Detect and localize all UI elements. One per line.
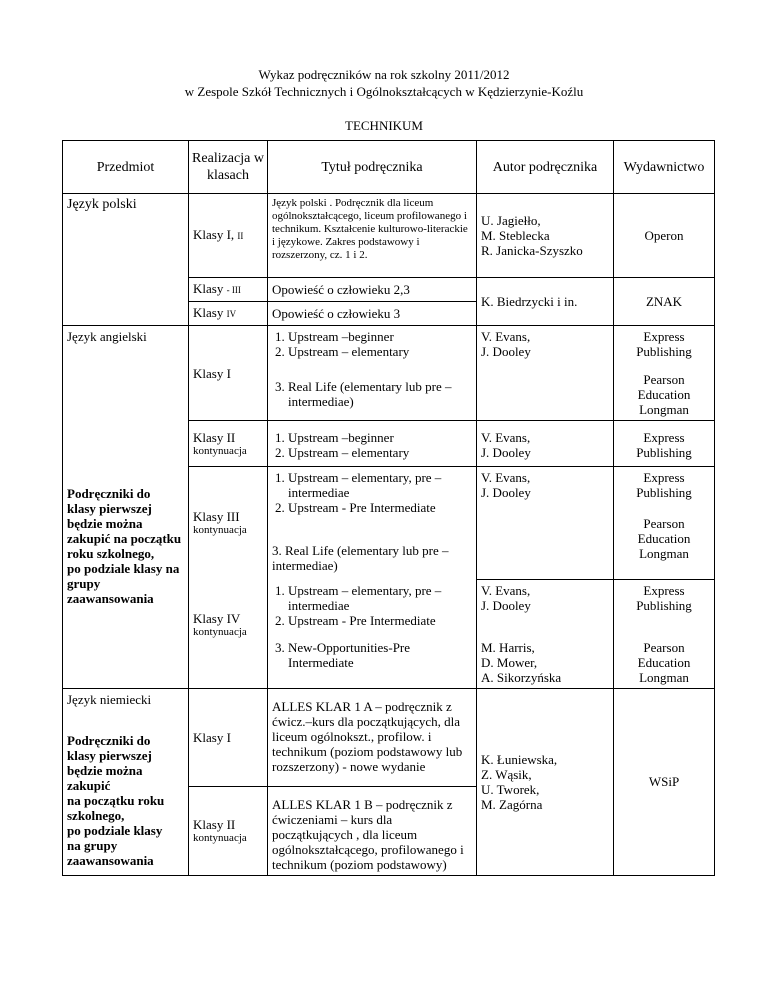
title-cell: Opowieść o człowieku 3 [268, 302, 477, 326]
publisher-cell: Pearson Education Longman [614, 631, 715, 689]
table-header-row [63, 141, 715, 194]
classes-cell: Klasy III kontynuacja [189, 467, 268, 580]
author-cell: V. Evans, J. Dooley [477, 421, 614, 467]
author-cell: K. Biedrzycki i in. [477, 278, 614, 326]
title-cell: ALLES KLAR 1 B – podręcznik z ćwiczeniami – kurs dla początkujących , dla liceum ogólnokształcącego, profilowanego i technikum (poziom podstawowy) [268, 786, 477, 875]
title-cell: Opowieść o człowieku 2,3 [268, 278, 477, 302]
col-header-title: Tytuł podręcznika [268, 141, 477, 194]
col-header-author: Autor podręcznika [477, 141, 614, 194]
publisher-cell: Express Publishing [614, 421, 715, 467]
publisher-cell: ZNAK [614, 278, 715, 326]
classes-cell: Klasy I [189, 688, 268, 786]
publisher-cell: Express Publishing Pearson Education Longman [614, 467, 715, 580]
publisher-cell: WSiP [614, 688, 715, 875]
author-cell: K. Łuniewska, Z. Wąsik, U. Tworek, M. Zagórna [477, 688, 614, 875]
classes-cell: Klasy IV [189, 302, 268, 326]
niemiecki-note: Podręczniki do klasy pierwszej będzie można zakupić na początku roku szkolnego, po podziale klasy na grupy zaawansowania [67, 732, 165, 868]
title-cell: 1. Upstream –beginner 2. Upstream – elementary 3. Real Life (elementary lub pre – intermediae) [268, 326, 477, 421]
title-cell: 3. New-Opportunities-Pre Intermediate [268, 631, 477, 689]
document-title-line1: Wykaz podręczników na rok szkolny 2011/2012 [258, 67, 510, 82]
title-cell: Język polski . Podręcznik dla liceum ogólnokształcącego, liceum profilowanego i technikum. Kształcenie kulturowo-literackie i językowe. Zakres podstawowy i rozszerzony, cz. 1 i 2. [268, 194, 477, 278]
table-row [63, 194, 715, 278]
col-header-classes: Realizacja w klasach [189, 141, 268, 194]
classes-cell: Klasy I, II [189, 194, 268, 278]
author-cell: V. Evans, J. Dooley [477, 580, 614, 631]
subject-polski: Język polski [63, 194, 189, 326]
publisher-cell: Operon [614, 194, 715, 278]
author-cell: M. Harris, D. Mower, A. Sikorzyńska [477, 631, 614, 689]
publisher-cell: Express Publishing [614, 580, 715, 631]
classes-cell: Klasy II kontynuacja [189, 786, 268, 875]
table-row [63, 688, 715, 786]
classes-cell: Klasy II kontynuacja [189, 421, 268, 467]
title-cell: ALLES KLAR 1 A – podręcznik z ćwicz.–kurs dla początkujących, dla liceum ogólnokszt., profilow. i technikum (poziom podstawowy lub rozszerzony) - nowe wydanie [268, 688, 477, 786]
table-row [63, 326, 715, 421]
section-title: TECHNIKUM [345, 118, 423, 133]
document-title-line2: w Zespole Szkół Technicznych i Ogólnokształcących w Kędzierzynie-Koźlu [184, 84, 584, 99]
subject-niemiecki: Język niemiecki Podręczniki do klasy pierwszej będzie można zakupić na początku roku szkolnego, po podziale klasy na grupy zaawansowania [63, 688, 189, 875]
col-header-publisher: Wydawnictwo [614, 141, 715, 194]
title-cell: 1. Upstream –beginner 2. Upstream – elementary [268, 421, 477, 467]
title-cell: 1. Upstream – elementary, pre – intermediae 2. Upstream - Pre Intermediate [268, 580, 477, 631]
textbook-table [62, 140, 715, 876]
angielski-note: Podręczniki do klasy pierwszej będzie można zakupić na początku roku szkolnego, po podziale klasy na grupy zaawansowania [67, 486, 182, 606]
author-cell: U. Jagiełło, M. Steblecka R. Janicka-Szyszko [477, 194, 614, 278]
publisher-cell: Express Publishing Pearson Education Longman [614, 326, 715, 421]
classes-cell: Klasy IV kontynuacja [189, 580, 268, 689]
classes-cell: Klasy - III [189, 278, 268, 302]
title-cell: 1. Upstream – elementary, pre – intermediae 2. Upstream - Pre Intermediate 3. Real Life (elementary lub pre – intermediae) [268, 467, 477, 580]
subject-angielski: Język angielski Podręczniki do klasy pierwszej będzie można zakupić na początku roku szkolnego, po podziale klasy na grupy zaawansowania [63, 326, 189, 689]
author-cell: V. Evans, J. Dooley [477, 326, 614, 421]
author-cell: V. Evans, J. Dooley [477, 467, 614, 580]
classes-cell: Klasy I [189, 326, 268, 421]
col-header-subject: Przedmiot [63, 141, 189, 194]
